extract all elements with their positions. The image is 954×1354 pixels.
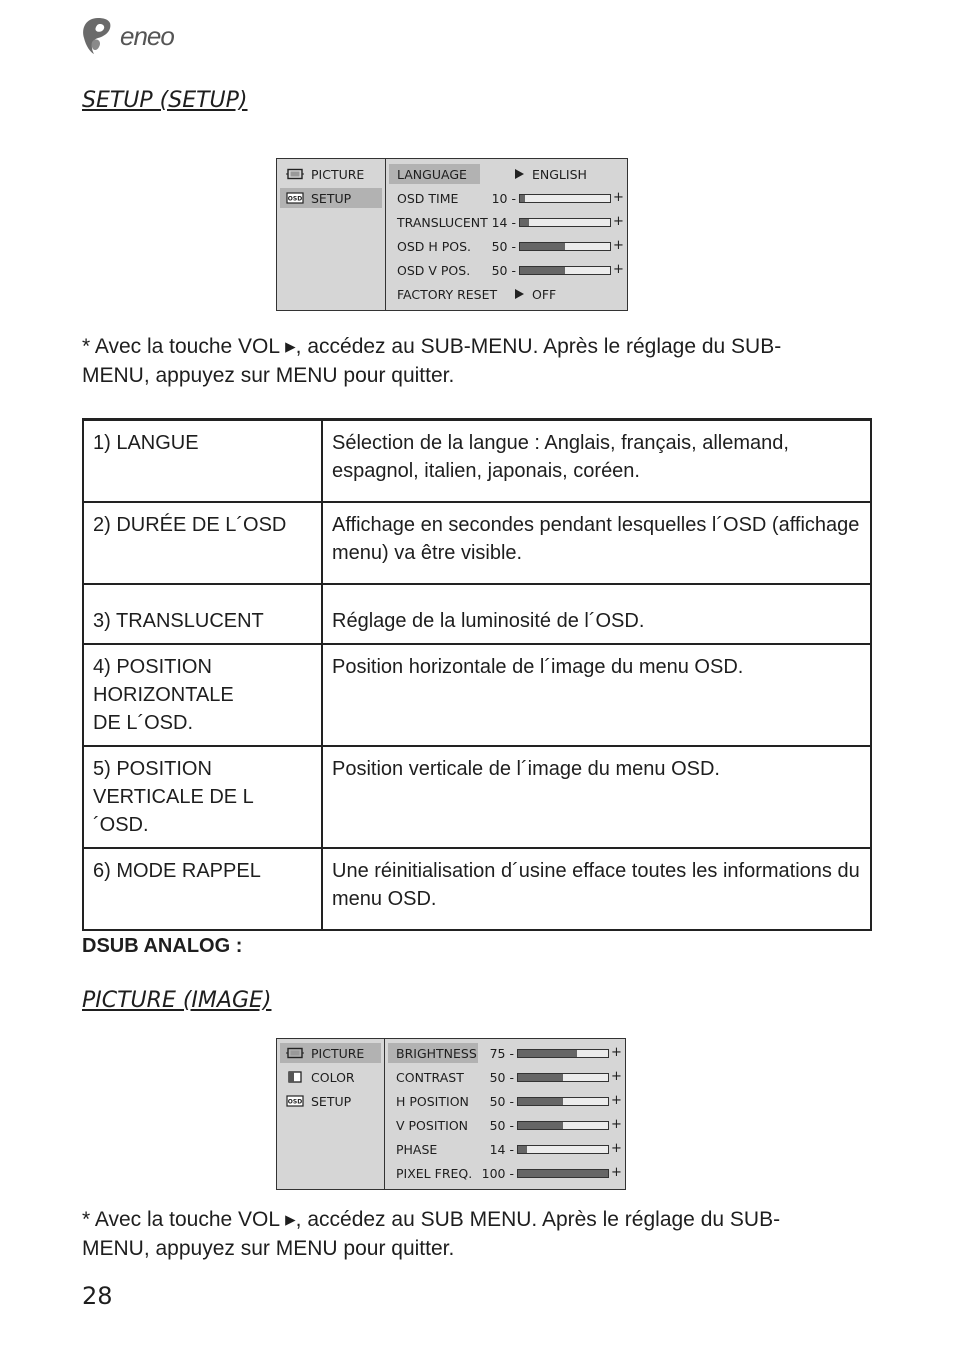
picture-heading: PICTURE (IMAGE) [82, 988, 272, 1013]
osd-value-text: 100 [481, 1165, 506, 1181]
picture-icon [286, 168, 304, 180]
osd-row-factory-reset[interactable]: FACTORY RESET [397, 286, 498, 302]
osd-slider-phase[interactable] [517, 1145, 609, 1154]
picture-icon [286, 1047, 304, 1059]
osd-icon [286, 1095, 304, 1107]
osd-slider-h-pos[interactable] [519, 242, 611, 251]
osd-item-label: SETUP [311, 190, 352, 206]
osd-row-h-position[interactable]: H POSITION [396, 1093, 469, 1109]
table-row [83, 746, 871, 848]
osd-slider-v-position[interactable] [517, 1121, 609, 1130]
slider-fill [520, 219, 529, 226]
table-key: 1) LANGUE [83, 420, 322, 502]
osd-row-pixel-freq[interactable]: PIXEL FREQ. [396, 1165, 473, 1181]
osd-value-text: 50 [491, 238, 508, 254]
table-desc: Réglage de la luminosité de l´OSD. [322, 584, 871, 644]
brand-logo [80, 16, 174, 56]
osd-factory-reset-value[interactable] [515, 284, 556, 304]
osd-item-label: SETUP [311, 1093, 352, 1109]
osd-icon [286, 192, 304, 204]
osd-value-text: 14 [489, 1141, 506, 1157]
eneo-logo-icon [80, 16, 116, 56]
osd-value-text: ENGLISH [532, 166, 587, 182]
plus-icon: + [611, 1165, 622, 1180]
osd-value: 14 - [489, 1141, 514, 1157]
table-key: 3) TRANSLUCENT [83, 584, 322, 644]
osd-setup-sidebar-item-picture[interactable] [280, 164, 382, 184]
settings-description-table [82, 418, 872, 931]
brand-name: eneo [120, 20, 174, 51]
table-desc: Position horizontale de l´image du menu OSD. [322, 644, 871, 746]
osd-slider-translucent[interactable] [519, 218, 611, 227]
osd-value: 14 - [491, 214, 516, 230]
play-arrow-icon [515, 289, 524, 299]
osd-value: 50 - [489, 1117, 514, 1133]
table-key: 4) POSITION HORIZONTALE DE L´OSD. [83, 644, 322, 746]
osd-value: 50 - [489, 1069, 514, 1085]
table-row [83, 848, 871, 930]
osd-row-v-position[interactable]: V POSITION [396, 1117, 469, 1133]
plus-icon: + [613, 190, 624, 205]
osd-value-text: 50 [491, 262, 508, 278]
osd-value-text: 50 [489, 1069, 506, 1085]
osd-value: 50 - [491, 238, 516, 254]
note-vol-submenu: * Avec la touche VOL ▸, accédez au SUB-MENU. Après le réglage du SUB-MENU, appuyez sur MENU pour quitter. [82, 335, 782, 387]
osd-picture-sidebar [277, 1039, 385, 1189]
osd-slider-brightness[interactable] [517, 1049, 609, 1058]
slider-fill [518, 1074, 563, 1081]
osd-slider-contrast[interactable] [517, 1073, 609, 1082]
plus-icon: + [611, 1141, 622, 1156]
osd-value-text: 10 [491, 190, 508, 206]
table-row [83, 644, 871, 746]
osd-row-translucent[interactable]: TRANSLUCENT [397, 214, 488, 230]
slider-fill [518, 1050, 577, 1057]
osd-row-h-pos[interactable]: OSD H POS. [397, 238, 472, 254]
osd-value: 50 - [489, 1093, 514, 1109]
plus-icon: + [611, 1045, 622, 1060]
osd-value-text: OFF [532, 286, 557, 302]
osd-value: 75 - [489, 1045, 514, 1061]
table-row [83, 502, 871, 584]
plus-icon: + [611, 1069, 622, 1084]
page-number: 28 [82, 1282, 113, 1310]
table-row [83, 584, 871, 644]
play-arrow-icon [515, 169, 524, 179]
slider-fill [518, 1098, 563, 1105]
osd-value: 100 - [481, 1165, 514, 1181]
slider-fill [520, 243, 565, 250]
osd-row-contrast[interactable]: CONTRAST [396, 1069, 464, 1085]
plus-icon: + [613, 214, 624, 229]
osd-setup-sidebar-item-setup[interactable] [280, 188, 382, 208]
osd-slider-osd-time[interactable] [519, 194, 611, 203]
plus-icon: + [613, 238, 624, 253]
osd-item-label: PICTURE [311, 166, 365, 182]
osd-language-value[interactable] [515, 164, 587, 184]
svg-text:OSD: OSD [287, 1098, 303, 1106]
slider-fill [518, 1146, 527, 1153]
osd-item-label: PICTURE [311, 1045, 365, 1061]
osd-value: 10 - [491, 190, 516, 206]
slider-fill [520, 267, 565, 274]
osd-setup-sidebar [277, 159, 386, 310]
osd-value-text: 75 [489, 1045, 506, 1061]
table-key: 2) DURÉE DE L´OSD [83, 502, 322, 584]
osd-value-text: 14 [491, 214, 508, 230]
osd-row-language[interactable]: LANGUAGE [389, 164, 480, 184]
note-vol-submenu-2: * Avec la touche VOL ▸, accédez au SUB MENU. Après le réglage du SUB-MENU, appuyez sur MENU pour quitter. [82, 1208, 781, 1260]
osd-row-osd-time[interactable]: OSD TIME [397, 190, 459, 206]
osd-setup-menu [276, 158, 628, 311]
osd-item-label: COLOR [311, 1069, 355, 1085]
slider-fill [520, 195, 525, 202]
table-row [83, 420, 871, 502]
slider-fill [518, 1170, 608, 1177]
osd-row-brightness[interactable]: BRIGHTNESS [388, 1043, 478, 1063]
osd-picture-sidebar-item-setup[interactable] [280, 1091, 381, 1111]
plus-icon: + [613, 262, 624, 277]
dsub-analog-heading: DSUB ANALOG : [82, 935, 243, 957]
osd-slider-h-position[interactable] [517, 1097, 609, 1106]
table-desc: Affichage en secondes pendant lesquelles l´OSD (affichage menu) va être visible. [322, 502, 871, 584]
table-desc: Une réinitialisation d´usine efface toutes les informations du menu OSD. [322, 848, 871, 930]
svg-text:OSD: OSD [287, 195, 303, 203]
plus-icon: + [611, 1093, 622, 1108]
plus-icon: + [611, 1117, 622, 1132]
color-icon [286, 1071, 304, 1083]
osd-value-text: 50 [489, 1117, 506, 1133]
osd-row-v-pos[interactable]: OSD V POS. [397, 262, 471, 278]
table-key: 6) MODE RAPPEL [83, 848, 322, 930]
osd-picture-sidebar-item-color[interactable] [280, 1067, 381, 1087]
osd-picture-sidebar-item-picture[interactable] [280, 1043, 381, 1063]
osd-picture-menu [276, 1038, 626, 1190]
table-desc: Sélection de la langue : Anglais, français, allemand, espagnol, italien, japonais, coréen. [322, 420, 871, 502]
osd-value: 50 - [491, 262, 516, 278]
setup-heading: SETUP (SETUP) [82, 88, 248, 113]
osd-value-text: 50 [489, 1093, 506, 1109]
table-desc: Position verticale de l´image du menu OSD. [322, 746, 871, 848]
osd-row-phase[interactable]: PHASE [396, 1141, 438, 1157]
slider-fill [518, 1122, 563, 1129]
osd-slider-pixel-freq[interactable] [517, 1169, 609, 1178]
table-key: 5) POSITION VERTICALE DE L´OSD. [83, 746, 322, 848]
osd-slider-v-pos[interactable] [519, 266, 611, 275]
